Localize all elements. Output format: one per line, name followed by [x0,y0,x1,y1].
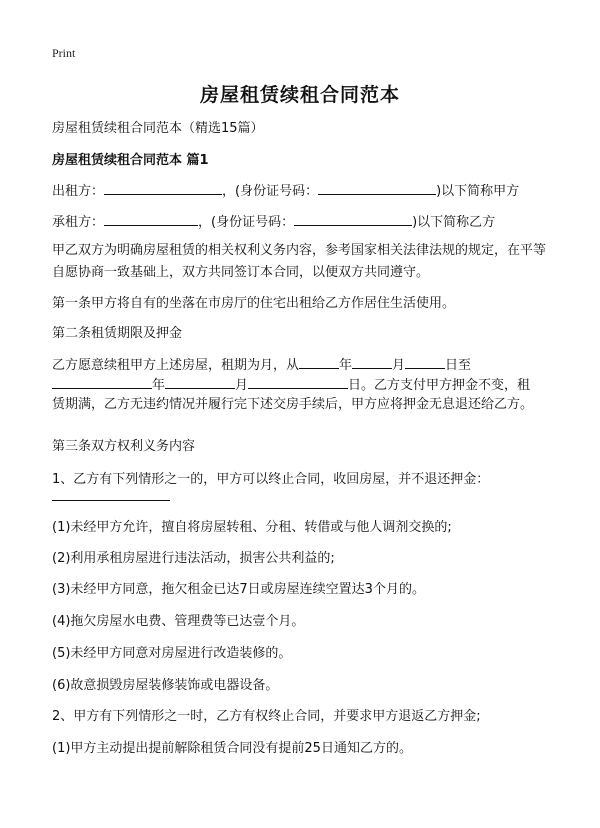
list-item: (5)未经甲方同意对房屋进行改造装修的。 [52,646,292,661]
lessor-label: 出租方： [52,184,105,199]
lessee-id-blank [294,211,412,226]
lease-month-2: 月 [235,378,249,393]
lessee-line [52,211,552,234]
intro-paragraph: 甲乙双方为明确房屋租赁的相关权利义务内容，参考国家相关法律法规的规定，在平等自愿协商一致基础上，双方共同签订本合同，以便双方共同遵守。 [52,243,547,280]
article-1: 第一条甲方将自有的坐落在市房厅的住宅出租给乙方作居住生活使用。 [52,296,456,311]
lessor-suffix: )以下简称甲方 [436,184,520,199]
lease-blank [352,354,392,369]
lease-year-2: 年 [152,378,166,393]
list-item: (1)未经甲方允许，擅自将房屋转租、分租、转借或与他人调剂交换的; [52,520,452,535]
list-item: (1)甲方主动提出提前解除租赁合同没有提前25日通知乙方的。 [52,741,412,756]
lease-day-2: 日。乙方支付甲方押金不变，租 [348,378,531,393]
lease-blank [248,374,348,389]
lessee-id-label: ，(身份证号码： [198,215,295,230]
signature-blank [52,500,170,501]
clause-2: 2、甲方有下列情形之一时，乙方有权终止合同，并要求甲方退返乙方押金; [52,709,481,724]
article-3-heading: 第三条双方权利义务内容 [52,439,196,454]
lease-blank [165,374,235,389]
lease-day-1: 日至 [445,358,472,373]
lessee-suffix: )以下简称乙方 [412,215,496,230]
lease-blank [405,354,445,369]
list-item: (2)利用承租房屋进行违法活动，损害公共利益的; [52,551,335,566]
lease-blank [299,354,339,369]
lease-blank [52,374,152,389]
document-title: 房屋租赁续租合同范本 [199,84,400,106]
document-subtitle: 房屋租赁续租合同范本（精选15篇） [52,121,264,136]
list-item: (6)故意损毁房屋装修装饰或电器设备。 [52,678,279,693]
lessor-name-blank [104,180,222,195]
lessee-label: 承租方： [52,215,105,230]
lease-term-line-3: 赁期满，乙方无违约情况并履行完下述交房手续后，甲方应将押金无息退还给乙方。 [52,397,534,412]
lease-text-a: 乙方愿意续租甲方上述房屋，租期为月，从 [52,358,300,373]
lessee-name-blank [104,211,198,226]
list-item: (4)拖欠房屋水电费、管理费等已达壹个月。 [52,614,305,629]
print-label[interactable]: Print [52,46,76,60]
lessor-id-label: ，(身份证号码： [222,184,319,199]
list-item: (3)未经甲方同意，拖欠租金已达7日或房屋连续空置达3个月的。 [52,582,425,597]
section-heading: 房屋租赁续租合同范本 篇1 [52,153,209,168]
lease-year-1: 年 [339,358,353,373]
lessor-line [52,180,552,203]
article-2-heading: 第二条租赁期限及押金 [52,326,183,341]
clause-1: 1、乙方有下列情形之一的，甲方可以终止合同，收回房屋，并不退还押金： [52,472,490,487]
lease-month-1: 月 [392,358,406,373]
lessor-id-blank [318,180,436,195]
